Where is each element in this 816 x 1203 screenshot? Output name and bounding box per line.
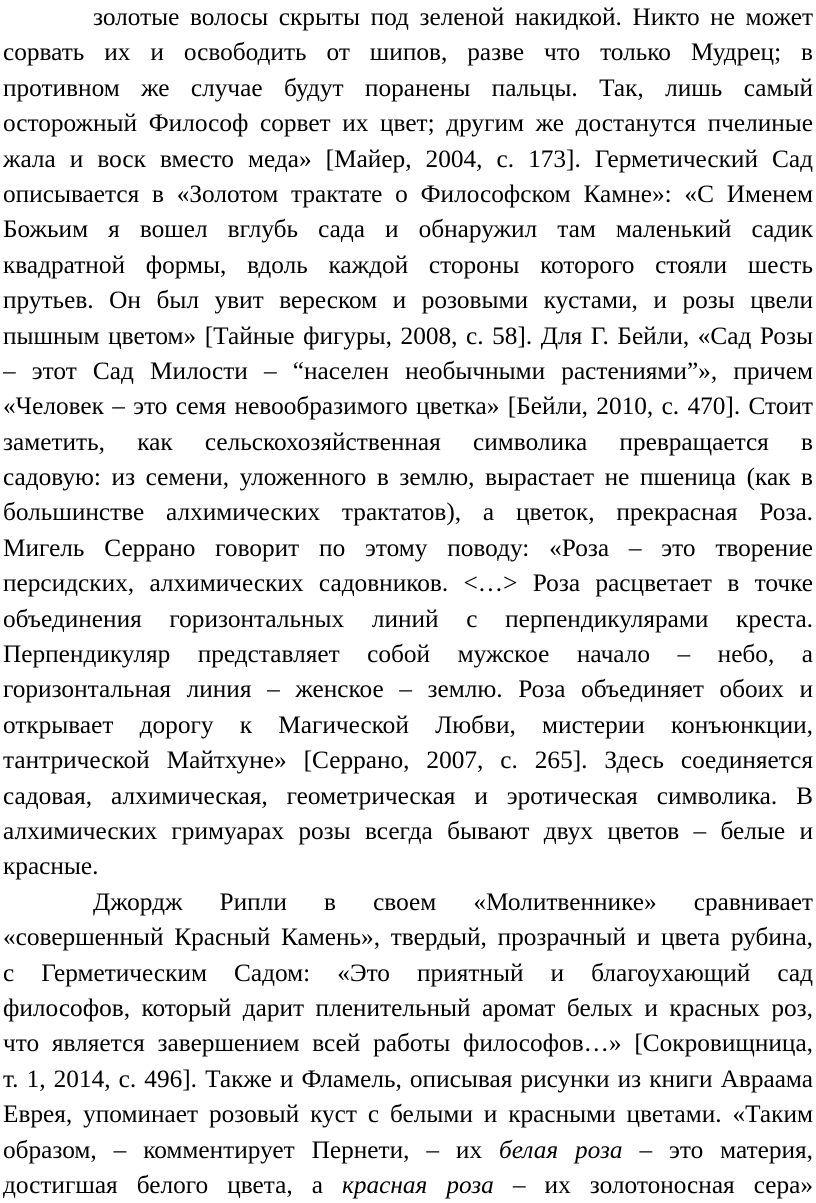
- text-line: квадратной формы, вдоль каждой стороны которого стояли шесть: [3, 250, 813, 279]
- paragraph-1: [3, 0, 813, 885]
- text-run: – это материя,: [622, 1135, 813, 1164]
- text-line: открывает дорогу к Магической Любви, мистерии конъюнкции,: [3, 710, 813, 739]
- text-run: – их золотоносная сера»: [493, 1170, 813, 1199]
- text-line: заметить, как сельскохозяйственная символика превращается в: [3, 427, 813, 456]
- text-line: пышным цветом» [Тайные фигуры, 2008, с. 58]. Для Г. Бейли, «Сад Розы: [3, 321, 813, 350]
- text-line: описывается в «Золотом трактате о Философском Камне»: «С Именем: [3, 179, 813, 208]
- text-line: что является завершением всей работы философов…» [Сокровищница,: [3, 1029, 813, 1058]
- paragraph-2: [3, 885, 813, 1203]
- text-line: т. 1, 2014, с. 496]. Также и Фламель, описывая рисунки из книги Авраама: [3, 1064, 813, 1093]
- text-line: золотые волосы скрыты под зеленой накидкой. Никто не может: [93, 3, 813, 31]
- text-run: достигшая белого цвета, а: [3, 1170, 342, 1199]
- text-line: Еврея, упоминает розовый куст с белыми и красными цветами. «Таким: [3, 1100, 813, 1129]
- italic-term: красная роза: [341, 1170, 494, 1199]
- text-line: [3, 1168, 813, 1203]
- text-line: Мигель Серрано говорит по этому поводу: «Роза – это творение: [3, 533, 813, 562]
- text-line: садовая, алхимическая, геометрическая и эротическая символика. В: [3, 781, 813, 810]
- text-line: с Герметическим Садом: «Это приятный и благоухающий сад: [3, 958, 813, 987]
- text-line: тантрической Майтхуне» [Серрано, 2007, с. 265]. Здесь соединяется: [3, 746, 813, 775]
- text-line: объединения горизонтальных линий с перпендикулярами креста.: [3, 604, 813, 633]
- text-line: алхимических гримуарах розы всегда бывают двух цветов – белые и: [3, 816, 813, 845]
- text-line: [3, 1133, 813, 1168]
- text-line: большинстве алхимических трактатов), а цветок, прекрасная Роза.: [3, 498, 813, 527]
- text-line: горизонтальная линия – женское – землю. Роза объединяет обоих и: [3, 675, 813, 704]
- text-run: образом, – комментирует Пернети, – их: [3, 1135, 500, 1164]
- text-line: красные.: [3, 852, 99, 881]
- text-line: – этот Сад Милости – “населен необычными растениями”», причем: [3, 356, 813, 385]
- text-line: философов, который дарит пленительный аромат белых и красных роз,: [3, 993, 813, 1022]
- text-line: прутьев. Он был увит вереском и розовыми кустами, и розы цвели: [3, 286, 813, 315]
- text-line: «совершенный Красный Камень», твердый, прозрачный и цвета рубина,: [3, 923, 813, 952]
- text-line: Джордж Рипли в своем «Молитвеннике» сравнивает: [93, 887, 813, 916]
- text-line: сорвать их и освободить от шипов, разве что только Мудрец; в: [3, 38, 813, 67]
- text-line: персидских, алхимических садовников. <…> Роза расцветает в точке: [3, 569, 813, 598]
- text-line: осторожный Философ сорвет их цвет; другим же достанутся пчелиные: [3, 109, 813, 138]
- text-line: жала и воск вместо меда» [Майер, 2004, с. 173]. Герметический Сад: [3, 144, 813, 173]
- italic-term: белая роза: [499, 1135, 623, 1164]
- text-line: противном же случае будут поранены пальцы. Так, лишь самый: [3, 73, 813, 102]
- text-line: садовую: из семени, уложенного в землю, вырастает не пшеница (как в: [3, 463, 813, 492]
- text-line: Перпендикуляр представляет собой мужское начало – небо, а: [3, 640, 813, 669]
- text-line: Божьим я вошел вглубь сада и обнаружил там маленький садик: [3, 215, 813, 244]
- text-line: «Человек – это семя невообразимого цветка» [Бейли, 2010, с. 470]. Стоит: [3, 392, 813, 421]
